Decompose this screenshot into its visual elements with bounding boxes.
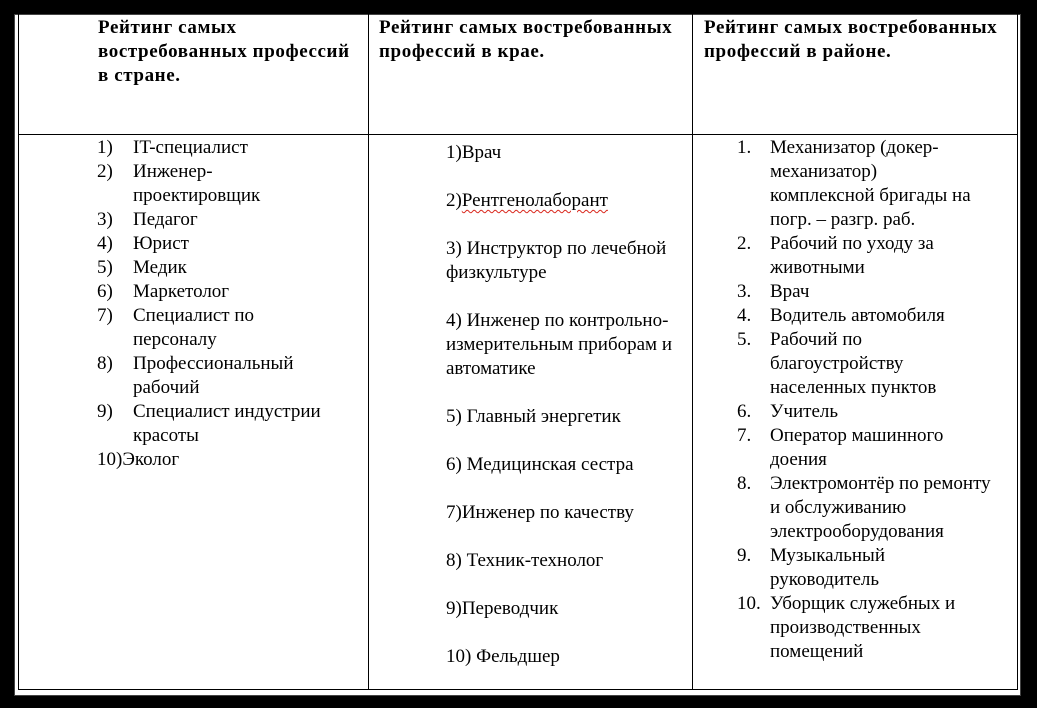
list-item	[446, 597, 686, 621]
country-list	[97, 136, 369, 472]
header-district: Рейтинг самых востребованных профессий в районе.	[704, 17, 998, 62]
item-number: 9)	[97, 401, 113, 422]
list-item	[737, 592, 1002, 664]
item-number: 7)	[97, 305, 113, 326]
item-number: 6)	[446, 454, 467, 475]
item-number: 7.	[737, 425, 752, 446]
list-item	[737, 400, 1002, 424]
item-number: 3)	[97, 209, 113, 230]
item-text: Медик	[133, 257, 187, 278]
item-text: Переводчик	[461, 598, 559, 619]
list-item	[737, 472, 1002, 544]
item-number: 1)	[446, 142, 462, 163]
item-text: Медицинская сестра	[466, 454, 634, 475]
item-number: 9)	[446, 598, 462, 619]
list-item	[446, 549, 686, 573]
item-number: 7)	[446, 502, 462, 523]
item-text: Водитель автомобиля	[770, 305, 945, 326]
list-item	[97, 232, 369, 256]
item-text: Инженер-проектировщик	[133, 161, 261, 206]
list-item	[446, 501, 686, 525]
list-item	[446, 405, 686, 429]
item-text: Механизатор (докер-механизатор) комплексной бригады на погр. – разгр. раб.	[770, 137, 971, 230]
item-number: 5)	[97, 257, 113, 278]
item-text: Врач	[461, 142, 502, 163]
list-item	[446, 645, 686, 669]
item-number: 10.	[737, 593, 761, 614]
list-item	[97, 400, 369, 448]
list-item	[97, 136, 369, 160]
list-item	[97, 208, 369, 232]
item-text: Специалист по персоналу	[133, 305, 255, 350]
list-item	[737, 136, 1002, 232]
item-number: 4.	[737, 305, 752, 326]
item-number: 1.	[737, 137, 752, 158]
item-text: Специалист индустрии красоты	[133, 401, 321, 446]
item-number: 5)	[446, 406, 467, 427]
list-item	[737, 328, 1002, 400]
item-text: Эколог	[122, 449, 180, 470]
item-text: Врач	[770, 281, 810, 302]
item-number: 10)	[446, 646, 477, 667]
item-number: 8)	[446, 550, 467, 571]
item-text: Учитель	[770, 401, 839, 422]
item-number: 5.	[737, 329, 752, 350]
item-number: 2.	[737, 233, 752, 254]
item-text: Юрист	[133, 233, 189, 254]
list-item	[97, 160, 369, 208]
item-text: Музыкальный руководитель	[770, 545, 885, 590]
item-text: Электромонтёр по ремонту и обслуживанию электрооборудования	[770, 473, 991, 542]
item-text: Уборщик служебных и производственных помещений	[770, 593, 956, 662]
list-item	[446, 189, 686, 213]
item-number: 8.	[737, 473, 752, 494]
list-item	[446, 309, 686, 381]
item-text: Профессиональный рабочий	[133, 353, 294, 398]
list-item	[446, 453, 686, 477]
list-item	[97, 352, 369, 400]
item-number: 2)	[97, 161, 113, 182]
item-text: Главный энергетик	[466, 406, 621, 427]
item-text: Рабочий по благоустройству населенных пунктов	[770, 329, 937, 398]
list-item	[737, 544, 1002, 592]
item-number: 9.	[737, 545, 752, 566]
item-text: Инженер по контрольно-измерительным приборам и автоматике	[446, 310, 672, 379]
region-list	[446, 141, 686, 669]
item-number: 6.	[737, 401, 752, 422]
item-number: 4)	[97, 233, 113, 254]
item-number: 3.	[737, 281, 752, 302]
list-item	[97, 304, 369, 352]
list-item	[97, 280, 369, 304]
list-item	[446, 141, 686, 165]
header-divider	[19, 134, 1017, 135]
list-item	[737, 304, 1002, 328]
item-number: 2)	[446, 190, 462, 211]
header-country: Рейтинг самых востребованных профессий в стране.	[98, 17, 350, 86]
item-number: 4)	[446, 310, 467, 331]
item-text: Рентгенолаборант	[461, 190, 608, 211]
district-list	[737, 136, 1002, 664]
item-number: 8)	[97, 353, 113, 374]
item-text: Инженер по качеству	[461, 502, 634, 523]
professions-table	[18, 8, 1018, 690]
item-number: 3)	[446, 238, 467, 259]
list-item	[97, 448, 369, 472]
header-region: Рейтинг самых востребованных профессий в крае.	[379, 17, 673, 62]
item-text: IT-специалист	[133, 137, 248, 158]
column-divider-2	[692, 9, 693, 689]
list-item	[737, 280, 1002, 304]
item-text: Фельдшер	[476, 646, 560, 667]
item-text: Оператор машинного доения	[770, 425, 944, 470]
item-text: Маркетолог	[133, 281, 230, 302]
list-item	[97, 256, 369, 280]
item-text: Рабочий по уходу за животными	[770, 233, 934, 278]
item-number: 1)	[97, 137, 113, 158]
item-text: Инструктор по лечебной физкультуре	[446, 238, 667, 283]
item-text: Техник-технолог	[466, 550, 604, 571]
list-item	[737, 232, 1002, 280]
item-text: Педагог	[133, 209, 198, 230]
list-item	[737, 424, 1002, 472]
list-item	[446, 237, 686, 285]
item-number: 6)	[97, 281, 113, 302]
item-number: 10)	[97, 449, 123, 470]
